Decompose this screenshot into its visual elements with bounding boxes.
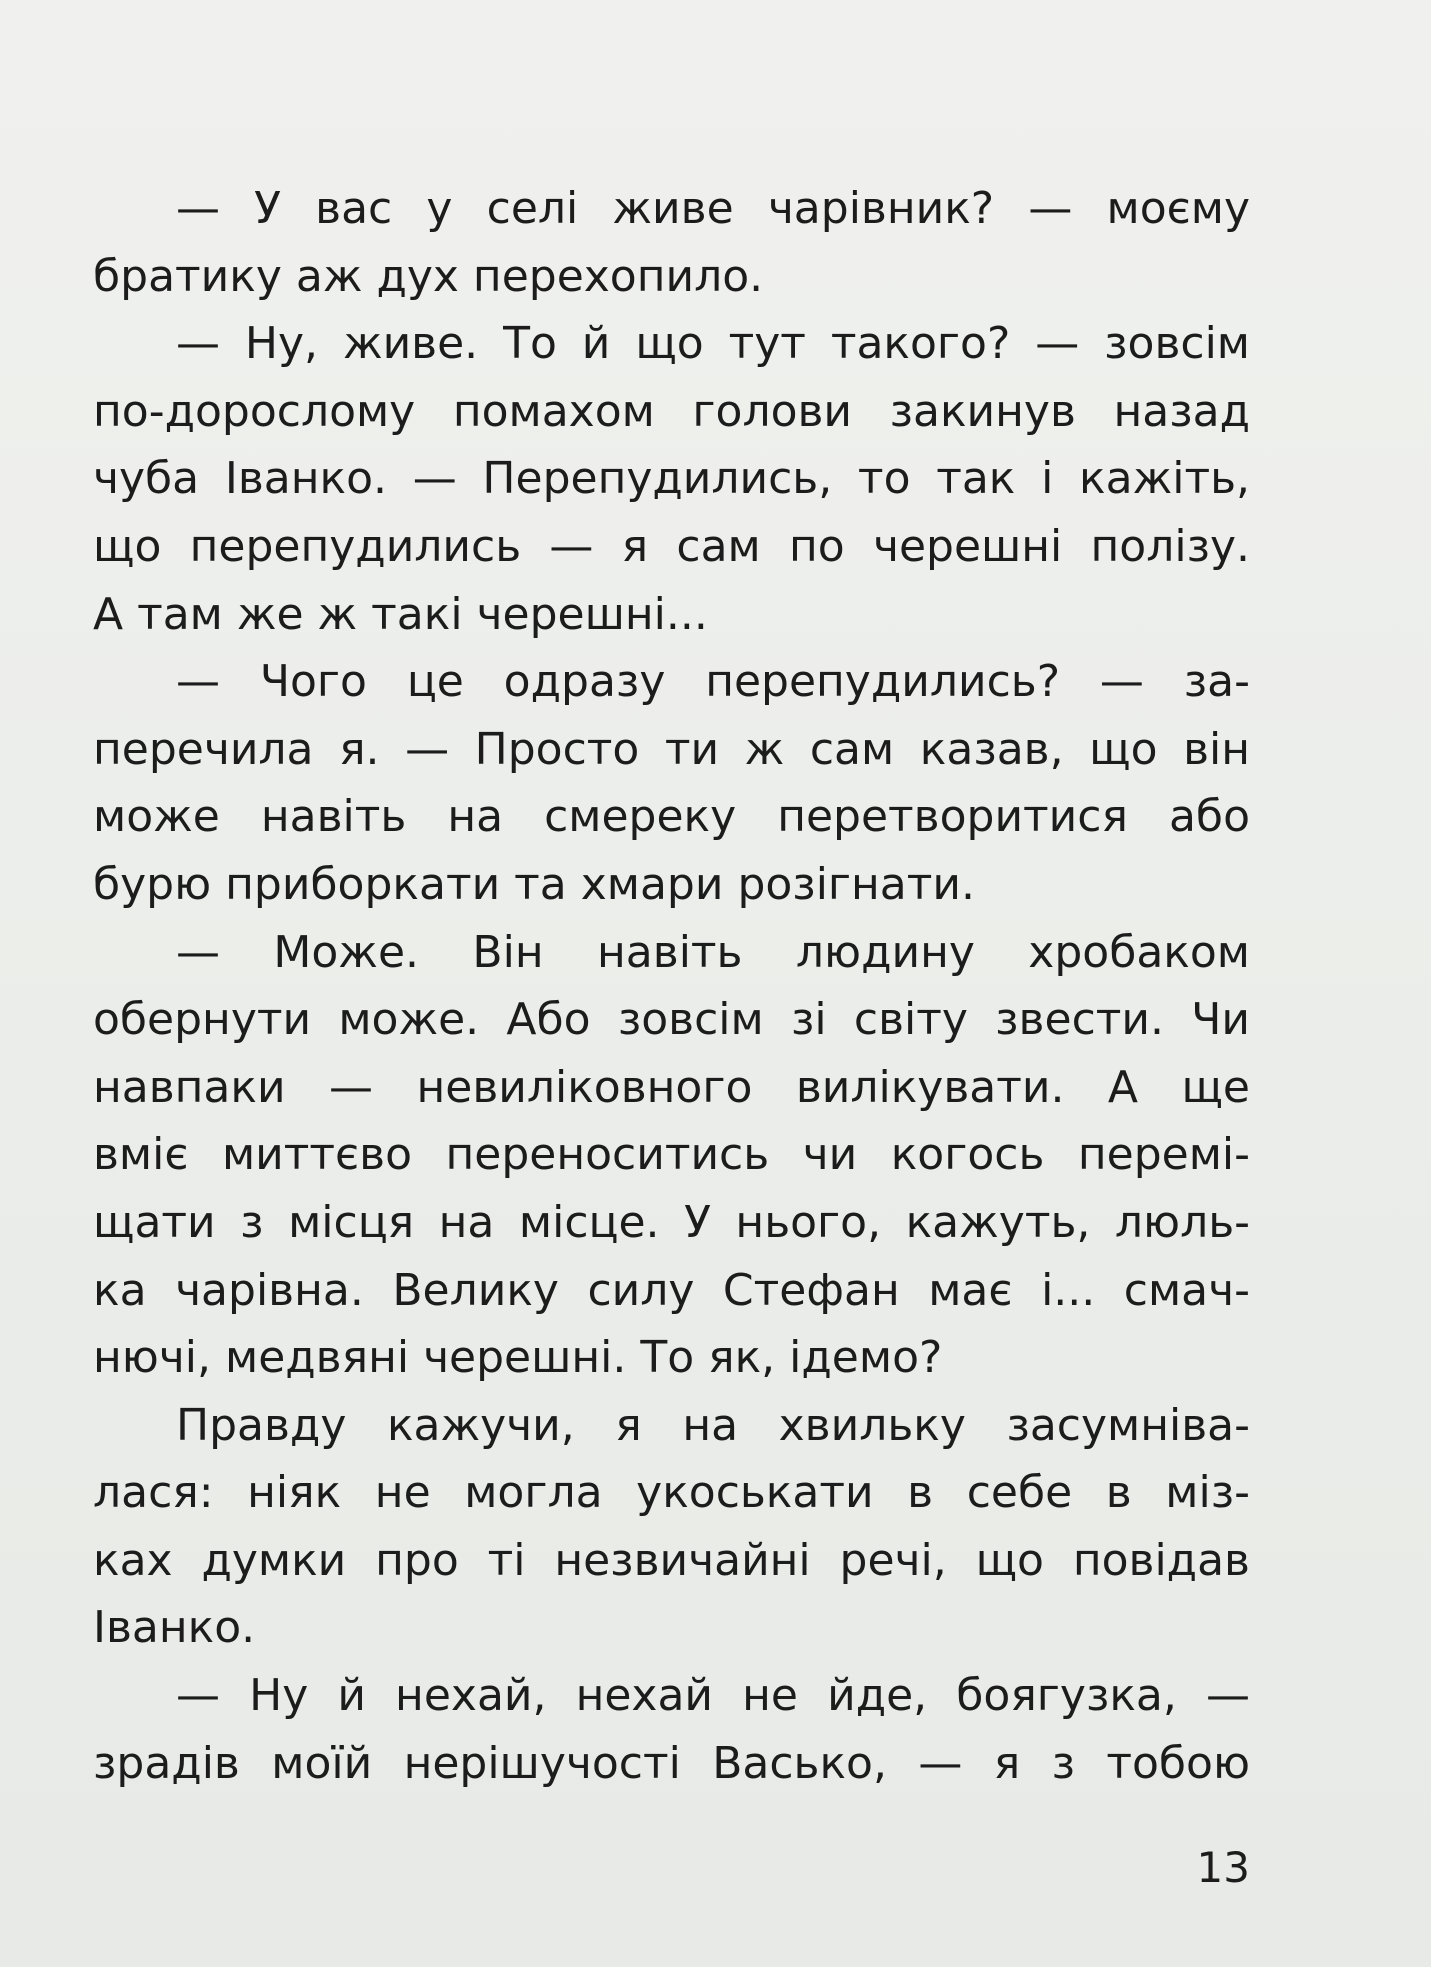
text-line: може навіть на смереку перетворитися або (93, 791, 1250, 843)
text-line: братику аж дух перехопило. (93, 250, 764, 302)
text-line: чуба Іванко. — Перепудились, то так і кажіть, (93, 453, 1250, 505)
text-line: Іванко. (93, 1602, 256, 1654)
text-line: по-дорослому помахом голови закинув назад (93, 385, 1250, 437)
page-number: 13 (1196, 1843, 1250, 1892)
text-line: ках думки про ті незвичайні речі, що повідав (93, 1534, 1250, 1586)
text-line: — У вас у селі живе чарівник? — моєму (176, 183, 1250, 234)
text-line: — Ну, живе. То й що тут такого? — зовсім (176, 318, 1250, 370)
text-line: нючі, медвяні черешні. То як, ідемо? (93, 1332, 943, 1384)
text-line: зрадів моїй нерішучості Васько, — я з тобою (93, 1737, 1250, 1789)
text-line: — Може. Він навіть людину хробаком (176, 926, 1250, 978)
text-line: — Чого це одразу перепудились? — за- (176, 656, 1250, 708)
text-line: ка чарівна. Велику силу Стефан має і... смач- (93, 1264, 1250, 1316)
text-line: — Ну й нехай, нехай не йде, боягузка, — (176, 1670, 1250, 1722)
page-text (93, 175, 1250, 1797)
text-line: що перепудились — я сам по черешні полізу. (93, 520, 1250, 572)
text-line: щати з місця на місце. У нього, кажуть, люль- (93, 1196, 1250, 1248)
text-line: А там же ж такі черешні... (93, 588, 708, 640)
text-line: перечила я. — Просто ти ж сам казав, що він (93, 723, 1250, 775)
text-line: обернути може. Або зовсім зі світу звести. Чи (93, 994, 1250, 1046)
text-line: лася: ніяк не могла укоськати в себе в міз- (93, 1467, 1250, 1519)
text-line: навпаки — невиліковного вилікувати. А ще (93, 1061, 1250, 1113)
text-line: бурю приборкати та хмари розігнати. (93, 858, 975, 910)
text-line: Правду кажучи, я на хвильку засумніва- (176, 1399, 1250, 1451)
text-line: вміє миттєво переноситись чи когось перемі- (93, 1129, 1250, 1181)
